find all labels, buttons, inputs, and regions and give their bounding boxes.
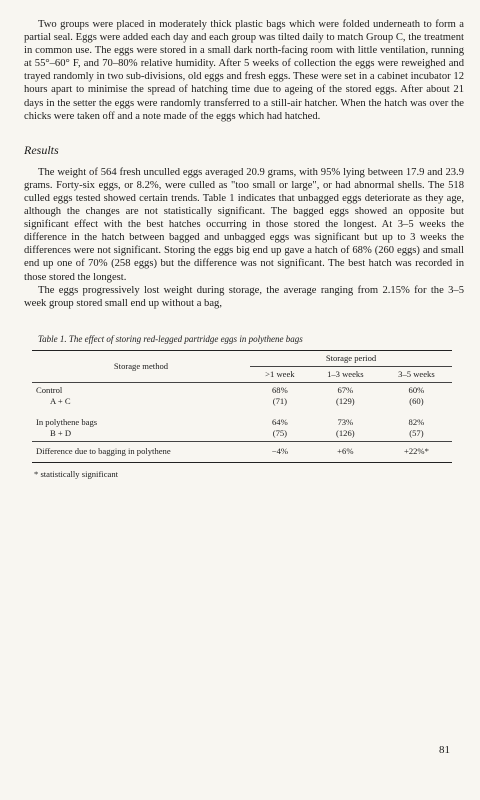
table-row: [32, 409, 452, 442]
storage-table: [32, 350, 452, 463]
table-caption: Table 1. The effect of storing red-legged partridge eggs in polythene bags: [38, 333, 303, 344]
section-heading-results: Results: [24, 142, 59, 157]
cell-pct: 64%: [272, 416, 288, 427]
cell-pct: 60%: [408, 384, 425, 395]
header-storage-method: Storage method: [113, 360, 169, 371]
cell-n: (57): [409, 427, 424, 438]
header-storage-period: Storage period: [250, 350, 452, 366]
cell-n: (71): [272, 395, 288, 406]
cell-n: (129): [336, 395, 355, 406]
cell-pct: 82%: [408, 416, 425, 427]
paragraph-methods: Two groups were placed in moderately thick plastic bags which were folded underneath to form a partial seal. Eggs were added each day and each group was tilted daily to match Group C, the treatment in common use. The eggs were stored in a small dark north-facing room with little ventilation, running at 55°–60° F, and 70–80% relative humidity. After 5 weeks of collection the eggs were reweighed and trayed randomly in two sub-divisions, old eggs and fresh eggs. These were set in a cabinet incubator 12 hours apart to minimise the spread of hatching time due to ageing of the stored eggs. After about 21 days in the setter the eggs were randomly transferred to a still-air hatcher. When the hatch was over the chicks were taken off and a note made of the eggs which had hatched.: [24, 19, 464, 122]
cell-diff: +6%: [337, 445, 354, 456]
cell-diff: −4%: [271, 445, 289, 456]
row-label: Difference due to bagging in polythene: [36, 445, 171, 456]
page-content: [24, 18, 464, 479]
row-sublabel: A + C: [50, 395, 71, 406]
page-number: 81: [439, 744, 450, 756]
paragraph-results: The weight of 564 fresh unculled eggs averaged 20.9 grams, with 95% lying between 17.9 and 23.9 grams. Forty-six eggs, or 8.2%, were culled as "too small or large", or had abnormal shells. The 518 culled eggs tested showed certain trends. Table 1 indicates that unbagged eggs deteriorate as they age, although the changes are not statistically significant. The bagged eggs showed an opposite but significant effect with the best hatches occurring in those stored the longest. At 3–5 weeks the difference in the hatch between bagged and unbagged eggs was significant but up to 3 weeks the differences were not significant. Storing the eggs big end up gave a hatch of 68% (260 eggs) and small end up one of 70% (258 eggs) but the difference was not significant. The best hatch was recorded in those stored the longest.: [24, 166, 464, 283]
table-row-difference: [32, 441, 452, 462]
cell-pct: 73%: [337, 416, 354, 427]
table-footnote: * statistically significant: [34, 468, 119, 479]
paragraph-weight-loss: The eggs progressively lost weight during storage, the average ranging from 2.15% for the 3–5 week group stored small end up without a bag,: [24, 284, 464, 309]
row-label: Control: [36, 384, 63, 395]
header-period-2: 1–3 weeks: [327, 368, 364, 379]
cell-n: (60): [409, 395, 424, 406]
row-label: In polythene bags: [36, 416, 98, 427]
cell-pct: 68%: [272, 384, 288, 395]
row-sublabel: B + D: [50, 427, 72, 438]
cell-n: (75): [272, 427, 288, 438]
cell-pct: 67%: [337, 384, 354, 395]
cell-diff: +22%*: [403, 445, 429, 456]
cell-n: (126): [336, 427, 355, 438]
header-period-1: >1 week: [265, 368, 295, 379]
table-row: [32, 382, 452, 409]
header-period-3: 3–5 weeks: [398, 368, 435, 379]
